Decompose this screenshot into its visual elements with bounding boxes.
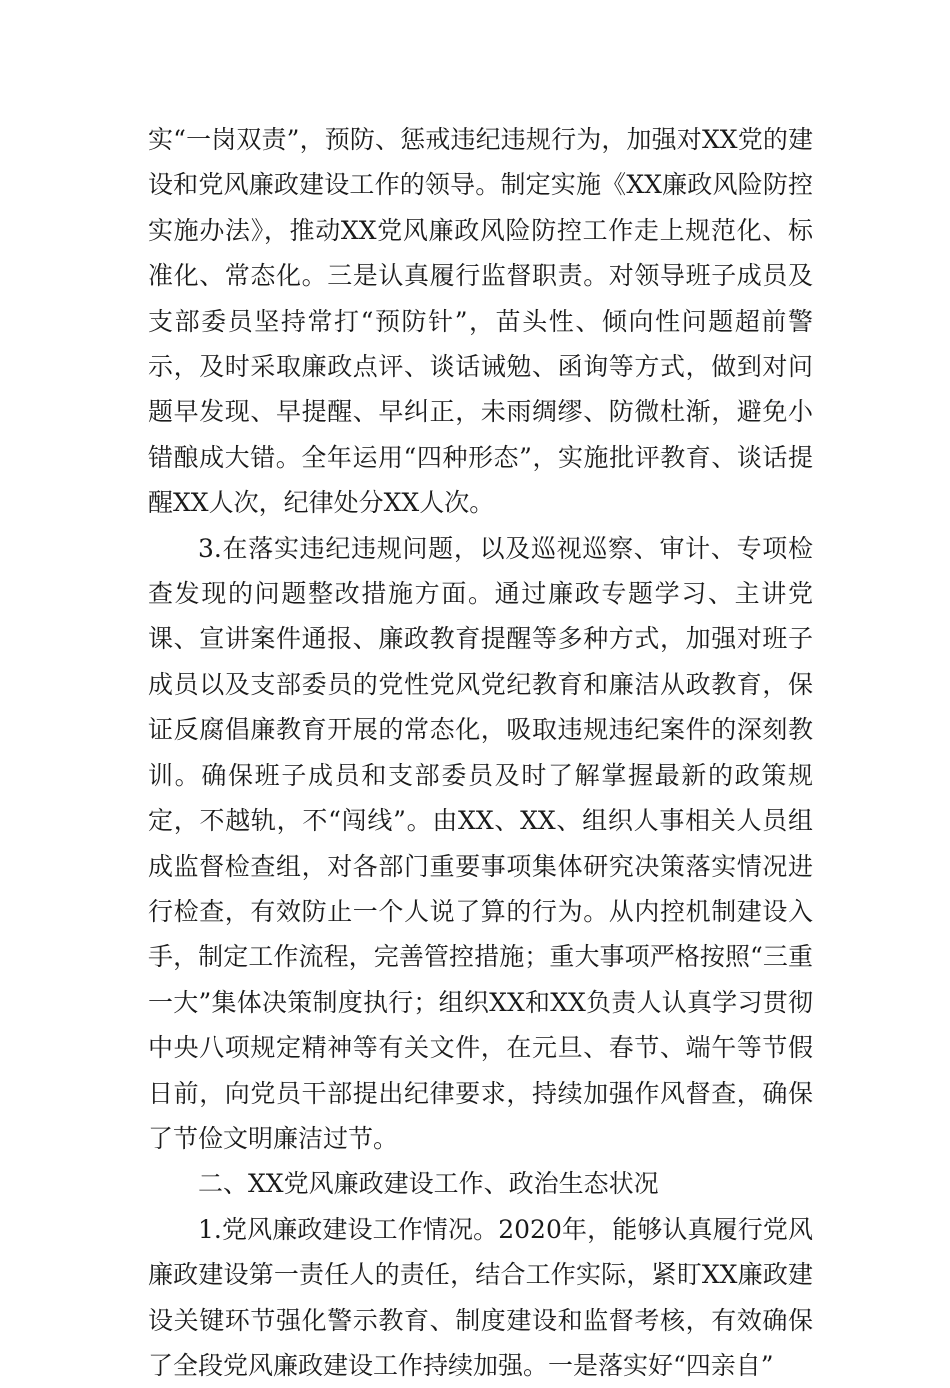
- section-heading: 二、XX党风廉政建设工作、政治生态状况: [198, 1169, 659, 1199]
- paragraph-2: 3.在落实违纪违规问题，以及巡视巡察、审计、专项检查发现的问题整改措施方面。通过廉政专题学习、主讲党课、宣讲案件通报、廉政教育提醒等多种方式，加强对班子成员以及支部委员的党性党风党纪教育和廉洁从政教育，保证反腐倡廉教育开展的常态化，吸取违规违纪案件的深刻教训。确保班子成员和支部委员及时了解掌握最新的政策规定，不越轨，不“闯线”。由XX、XX、组织人事相关人员组成监督检查组，对各部门重要事项集体研究决策落实情况进行检查，有效防止一个人说了算的行为。从内控机制建设入手，制定工作流程，完善管控措施；重大事项严格按照“三重一大”集体决策制度执行；组织XX和XX负责人认真学习贯彻中央八项规定精神等有关文件，在元旦、春节、端午等节假日前，向党员干部提出纪律要求，持续加强作风督查，确保了节俭文明廉洁过节。: [148, 533, 813, 1153]
- document-body: [148, 117, 813, 1388]
- paragraph-3: 1.党风廉政建设工作情况。2020年，能够认真履行党风廉政建设第一责任人的责任，结合工作实际，紧盯XX廉政建设关键环节强化警示教育、制度建设和监督考核，有效确保了全段党风廉政建设工作持续加强。一是落实好“四亲自”: [148, 1214, 813, 1380]
- paragraph-1: 实“一岗双责”，预防、惩戒违纪违规行为，加强对XX党的建设和党风廉政建设工作的领导。制定实施《XX廉政风险防控实施办法》，推动XX党风廉政风险防控工作走上规范化、标准化、常态化。三是认真履行监督职责。对领导班子成员及支部委员坚持常打“预防针”，苗头性、倾向性问题超前警示，及时采取廉政点评、谈话诫勉、函询等方式，做到对问题早发现、早提醒、早纠正，未雨绸缪、防微杜渐，避免小错酿成大错。全年运用“四种形态”，实施批评教育、谈话提醒XX人次，纪律处分XX人次。: [148, 125, 813, 518]
